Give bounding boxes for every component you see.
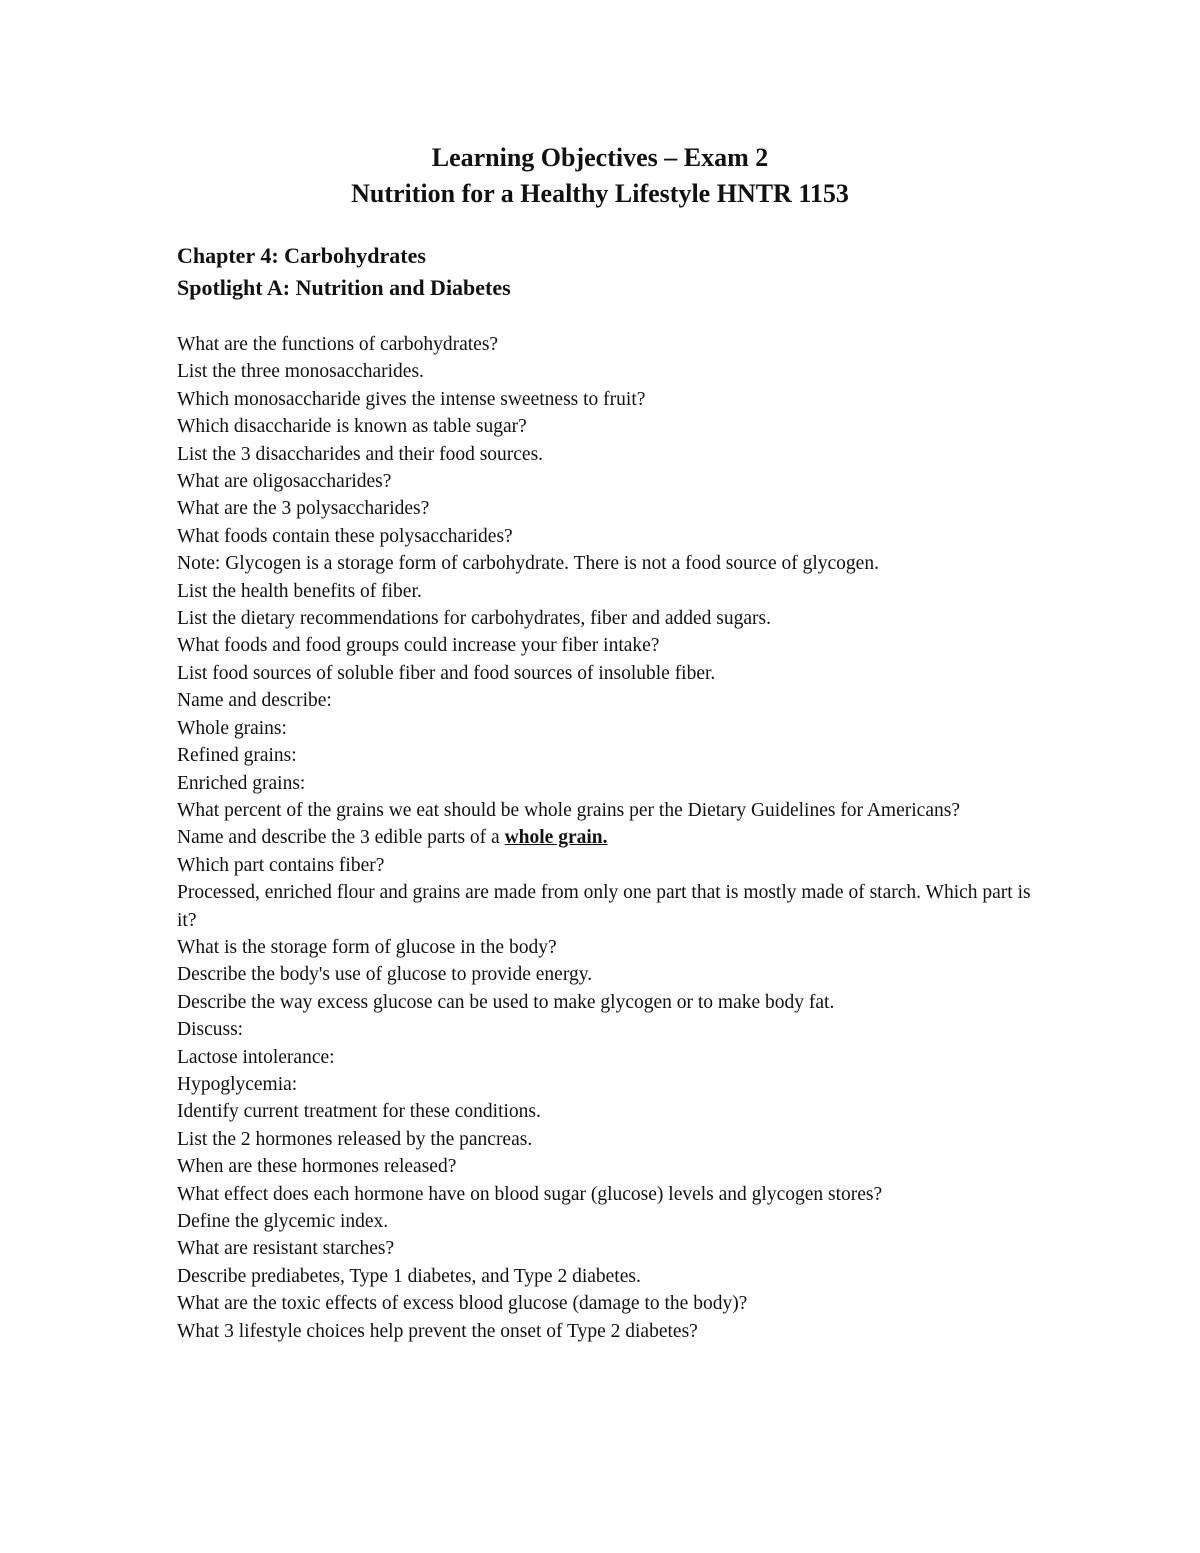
question-item: When are these hormones released? <box>177 1156 457 1178</box>
question-text: Name and describe the 3 edible parts of a <box>177 827 505 849</box>
question-item: What are resistant starches? <box>177 1238 395 1260</box>
title-line-2: Nutrition for a Healthy Lifestyle HNTR 1153 <box>351 179 849 208</box>
question-item: What foods contain these polysaccharides? <box>177 525 513 547</box>
question-item: List the 3 disaccharides and their food sources. <box>177 443 544 465</box>
question-item: List the three monosaccharides. <box>177 361 424 383</box>
document-title <box>0 140 1200 212</box>
question-item: Processed, enriched flour and grains are made from only one part that is mostly made of starch. Which part is it? <box>177 882 1031 931</box>
question-item: What are the functions of carbohydrates? <box>177 334 499 355</box>
question-item: Describe prediabetes, Type 1 diabetes, and Type 2 diabetes. <box>177 1265 641 1287</box>
question-item: What 3 lifestyle choices help prevent the onset of Type 2 diabetes? <box>177 1320 698 1342</box>
question-item: Discuss: <box>177 1019 244 1041</box>
question-item: What foods and food groups could increase your fiber intake? <box>177 635 660 657</box>
chapter-heading-block <box>177 240 511 304</box>
question-item: Which monosaccharide gives the intense sweetness to fruit? <box>177 388 646 410</box>
question-item: List the health benefits of fiber. <box>177 580 422 602</box>
question-item: Describe the body's use of glucose to provide energy. <box>177 964 593 986</box>
question-item: Which part contains fiber? <box>177 854 385 876</box>
question-item: Describe the way excess glucose can be used to make glycogen or to make body fat. <box>177 991 835 1013</box>
question-item: Which disaccharide is known as table sugar? <box>177 416 527 438</box>
question-item: List the dietary recommendations for carbohydrates, fiber and added sugars. <box>177 608 771 630</box>
question-item: What are oligosaccharides? <box>177 471 392 493</box>
question-item: Name and describe: <box>177 690 332 712</box>
question-item: Hypoglycemia: <box>177 1073 298 1095</box>
spotlight-heading: Spotlight A: Nutrition and Diabetes <box>177 275 511 300</box>
question-item: What are the 3 polysaccharides? <box>177 498 430 520</box>
question-item: Note: Glycogen is a storage form of carbohydrate. There is not a food source of glycogen. <box>177 553 879 575</box>
question-item: What is the storage form of glucose in the body? <box>177 936 557 958</box>
question-item: Identify current treatment for these conditions. <box>177 1101 541 1123</box>
title-line-1: Learning Objectives – Exam 2 <box>431 143 769 172</box>
question-item: List food sources of soluble fiber and food sources of insoluble fiber. <box>177 662 716 684</box>
chapter-heading: Chapter 4: Carbohydrates <box>177 243 426 268</box>
whole-grain-emphasis: whole grain. <box>504 827 608 849</box>
question-item: What effect does each hormone have on blood sugar (glucose) levels and glycogen stores? <box>177 1183 883 1205</box>
question-item: Whole grains: <box>177 717 287 739</box>
question-item: List the 2 hormones released by the pancreas. <box>177 1128 533 1150</box>
question-list <box>177 331 1037 1345</box>
question-item: Enriched grains: <box>177 772 306 794</box>
question-item: Refined grains: <box>177 745 297 767</box>
question-item: Define the glycemic index. <box>177 1211 389 1232</box>
question-item: What percent of the grains we eat should be whole grains per the Dietary Guidelines for Americans? <box>177 799 960 821</box>
question-item: What are the toxic effects of excess blood glucose (damage to the body)? <box>177 1293 748 1315</box>
question-item-whole-grain <box>177 824 1037 851</box>
question-item: Lactose intolerance: <box>177 1046 335 1068</box>
